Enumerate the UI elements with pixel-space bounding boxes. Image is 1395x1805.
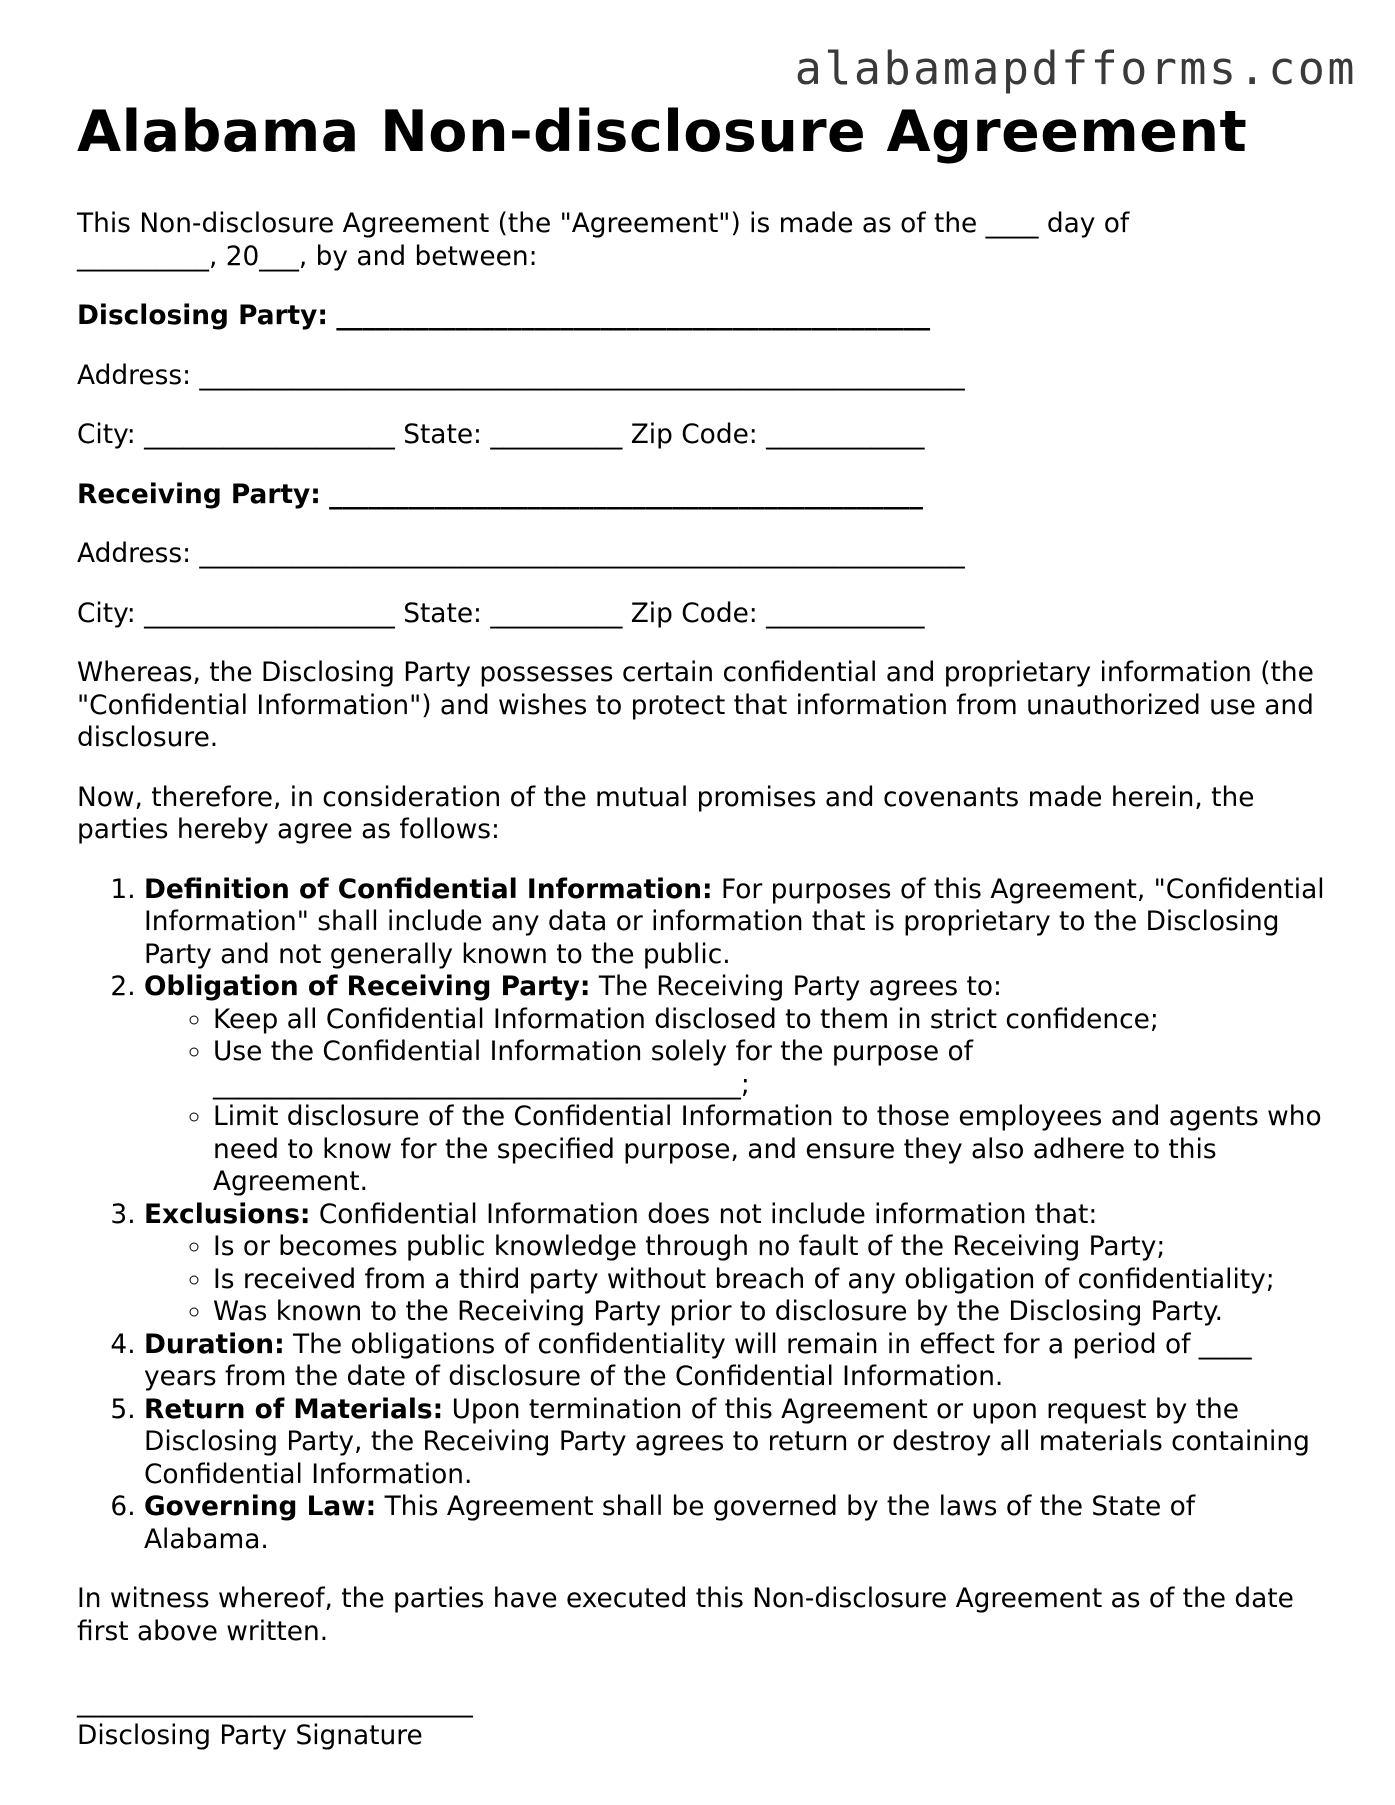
receiving-address-blank[interactable]: __________________________________________________________ bbox=[199, 538, 965, 569]
term-duration bbox=[144, 1329, 1327, 1394]
term-3-heading: Exclusions: bbox=[144, 1198, 311, 1230]
obligation-item-3: ◦ Limit disclosure of the Confidential Information to those employees and agents who need to know for the specified purpose, and ensure they also adhere to this Agreement. bbox=[213, 1101, 1327, 1199]
term-5-heading: Return of Materials: bbox=[144, 1393, 444, 1425]
exclusion-item-3: ◦ Was known to the Receiving Party prior to disclosure by the Disclosing Party. bbox=[213, 1296, 1327, 1329]
term-governing-law bbox=[144, 1491, 1327, 1556]
exclusion-item-1: ◦ Is or becomes public knowledge through no fault of the Receiving Party; bbox=[213, 1231, 1327, 1264]
witness-paragraph: In witness whereof, the parties have executed this Non-disclosure Agreement as of the date first above written. bbox=[77, 1583, 1294, 1647]
disclosing-address-label: Address: bbox=[77, 359, 191, 391]
term-4-text: The obligations of confidentiality will remain in effect for a period of ____ years from the date of disclosure of the Confidential Information. bbox=[144, 1328, 1252, 1392]
exclusion-item-2: ◦ Is received from a third party without breach of any obligation of confidentiality; bbox=[213, 1264, 1327, 1297]
receiving-zip-label: Zip Code: bbox=[630, 597, 758, 629]
disclosing-zip-label: Zip Code: bbox=[630, 419, 758, 450]
term-1-heading: Definition of Confidential Information: bbox=[144, 873, 713, 905]
obligation-item-2: ◦ Use the Confidential Information solely for the purpose of ________________________________________; bbox=[213, 1036, 1327, 1101]
term-return-of-materials bbox=[144, 1394, 1327, 1492]
term-definition bbox=[144, 874, 1327, 972]
receiving-zip-blank[interactable]: ____________ bbox=[766, 597, 925, 629]
disclosing-state-blank[interactable]: __________ bbox=[490, 419, 623, 450]
receiving-state-blank[interactable]: __________ bbox=[490, 597, 623, 629]
term-4-heading: Duration: bbox=[144, 1328, 285, 1360]
receiving-address-field[interactable] bbox=[77, 538, 1327, 571]
disclosing-address-blank[interactable]: __________________________________________________________ bbox=[199, 359, 965, 391]
term-2-heading: Obligation of Receiving Party: bbox=[144, 971, 591, 1002]
document-page bbox=[77, 98, 1327, 1752]
intro-line-2: __________, 20___, by and between: bbox=[77, 240, 538, 272]
exclusions-sublist bbox=[144, 1231, 1327, 1329]
receiving-party-blank[interactable]: _____________________________________________ bbox=[329, 478, 923, 510]
disclosing-state-label: State: bbox=[403, 419, 482, 450]
terms-list bbox=[77, 874, 1327, 1557]
term-1-text: For purposes of this Agreement, "Confidential Information" shall include any data or information that is proprietary to the Disclosing Party and not generally known to the public. bbox=[144, 873, 1325, 970]
page-title: Alabama Non-disclosure Agreement bbox=[77, 99, 1248, 165]
receiving-city-blank[interactable]: ___________________ bbox=[144, 597, 395, 629]
term-3-text: Confidential Information does not include information that: bbox=[318, 1198, 1098, 1230]
disclosing-zip-blank[interactable]: ____________ bbox=[766, 419, 925, 450]
disclosing-party-label: Disclosing Party: bbox=[77, 300, 328, 331]
term-6-text: This Agreement shall be governed by the laws of the State of Alabama. bbox=[144, 1491, 1196, 1555]
obligation-sublist bbox=[144, 1004, 1327, 1199]
signature-block bbox=[77, 1687, 1327, 1752]
intro-line-1: This Non-disclosure Agreement (the "Agreement") is made as of the ____ day of bbox=[77, 208, 1130, 239]
site-watermark: alabamapdfforms.com bbox=[794, 42, 1357, 95]
disclosing-city-blank[interactable]: ___________________ bbox=[144, 419, 395, 450]
term-exclusions bbox=[144, 1199, 1327, 1329]
term-obligation bbox=[144, 971, 1327, 1199]
receiving-party-field[interactable] bbox=[77, 479, 1327, 512]
disclosing-city-state-zip bbox=[77, 419, 1327, 452]
term-6-heading: Governing Law: bbox=[144, 1491, 377, 1522]
disclosing-party-blank[interactable]: _____________________________________________ bbox=[336, 300, 931, 331]
obligation-item-1: ◦ Keep all Confidential Information disclosed to them in strict confidence; bbox=[213, 1004, 1327, 1037]
whereas-paragraph: Whereas, the Disclosing Party possesses certain confidential and proprietary information (the "Confidential Information") and wishes to protect that information from unauthorized use and disclosure. bbox=[77, 657, 1314, 753]
receiving-party-label: Receiving Party: bbox=[77, 478, 321, 510]
signature-line[interactable]: ______________________________ bbox=[77, 1687, 473, 1718]
intro-paragraph bbox=[77, 208, 1327, 273]
receiving-state-label: State: bbox=[403, 597, 482, 629]
receiving-city-label: City: bbox=[77, 597, 136, 629]
disclosing-city-label: City: bbox=[77, 419, 136, 450]
term-5-text: Upon termination of this Agreement or upon request by the Disclosing Party, the Receiving Party agrees to return or destroy all materials containing Confidential Information. bbox=[144, 1393, 1310, 1490]
now-therefore-paragraph: Now, therefore, in consideration of the mutual promises and covenants made herein, the parties hereby agree as follows: bbox=[77, 781, 1255, 845]
receiving-address-label: Address: bbox=[77, 538, 191, 569]
term-2-text: The Receiving Party agrees to: bbox=[598, 971, 1002, 1002]
signature-label: Disclosing Party Signature bbox=[77, 1719, 423, 1751]
receiving-city-state-zip bbox=[77, 598, 1327, 631]
disclosing-address-field[interactable] bbox=[77, 360, 1327, 393]
disclosing-party-field[interactable] bbox=[77, 300, 1327, 333]
